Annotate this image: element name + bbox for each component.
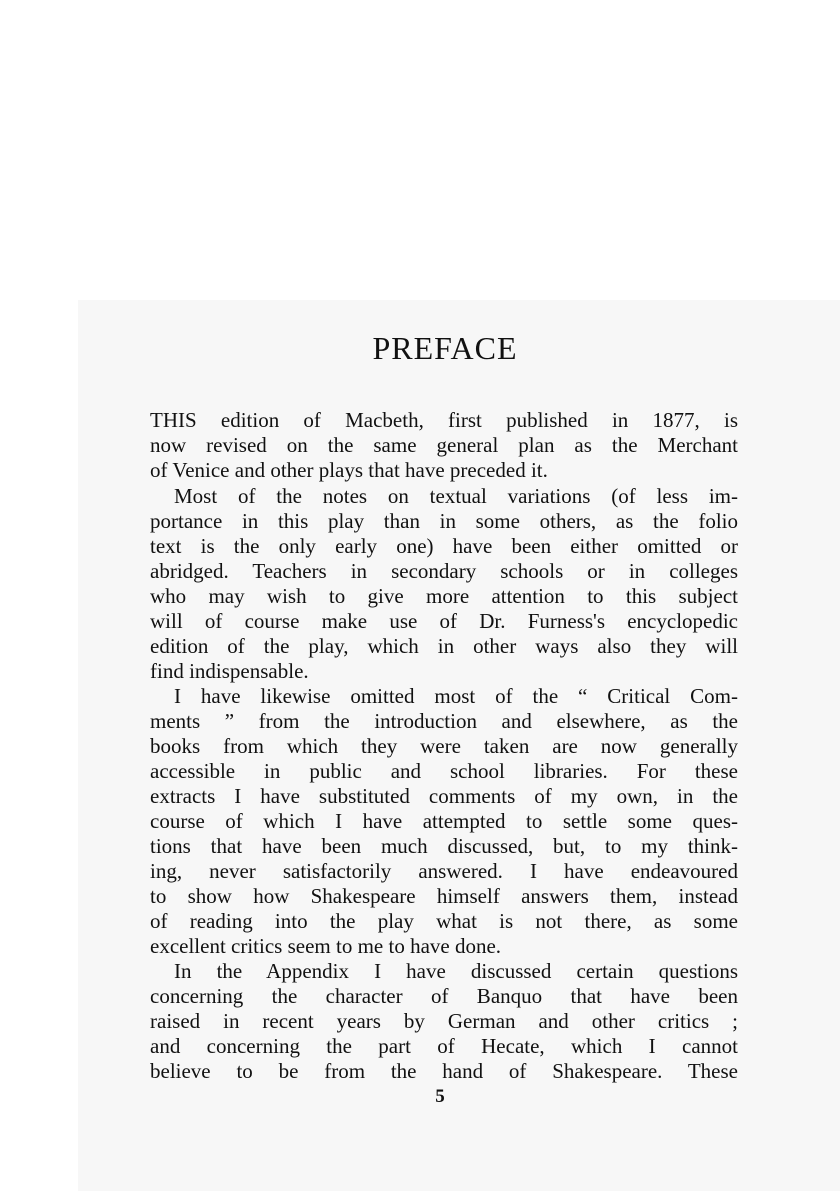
text-line: abridged. Teachers in secondary schools or in colleges [150, 559, 738, 583]
text-line: THIS edition of Macbeth, first published in 1877, is [150, 408, 738, 432]
text-line: Most of the notes on textual variations (of less im- [174, 484, 738, 508]
text-line: ments ” from the introduction and elsewhere, as the [150, 709, 738, 733]
page-title: PREFACE [372, 330, 518, 366]
text-line: of reading into the play what is not there, as some [150, 909, 738, 933]
text-line: and concerning the part of Hecate, which I cannot [150, 1034, 738, 1058]
text-line: I have likewise omitted most of the “ Critical Com- [174, 684, 738, 708]
text-line: edition of the play, which in other ways also they will [150, 634, 738, 658]
text-line: ing, never satisfactorily answered. I have endeavoured [150, 859, 738, 883]
text-line: now revised on the same general plan as the Merchant [150, 433, 738, 457]
text-line: who may wish to give more attention to this subject [150, 584, 738, 608]
text-line: accessible in public and school libraries. For these [150, 759, 738, 783]
text-line: concerning the character of Banquo that have been [150, 984, 738, 1008]
preface-page [150, 0, 740, 1191]
text-line: to show how Shakespeare himself answers them, instead [150, 884, 738, 908]
text-line: believe to be from the hand of Shakespeare. These [150, 1059, 738, 1083]
text-line: will of course make use of Dr. Furness's encyclopedic [150, 609, 738, 633]
text-line: raised in recent years by German and other critics ; [150, 1009, 738, 1033]
text-line: portance in this play than in some others, as the folio [150, 509, 738, 533]
text-line: course of which I have attempted to settle some ques- [150, 809, 738, 833]
text-line: In the Appendix I have discussed certain questions [174, 959, 738, 983]
text-line: text is the only early one) have been either omitted or [150, 534, 738, 558]
text-line: of Venice and other plays that have preceded it. [150, 458, 548, 482]
text-line: excellent critics seem to me to have done. [150, 934, 502, 958]
text-line: extracts I have substituted comments of my own, in the [150, 784, 738, 808]
text-line: books from which they were taken are now generally [150, 734, 738, 758]
text-line: find indispensable. [150, 659, 309, 683]
page-number: 5 [435, 1086, 445, 1107]
text-line: tions that have been much discussed, but, to my think- [150, 834, 738, 858]
